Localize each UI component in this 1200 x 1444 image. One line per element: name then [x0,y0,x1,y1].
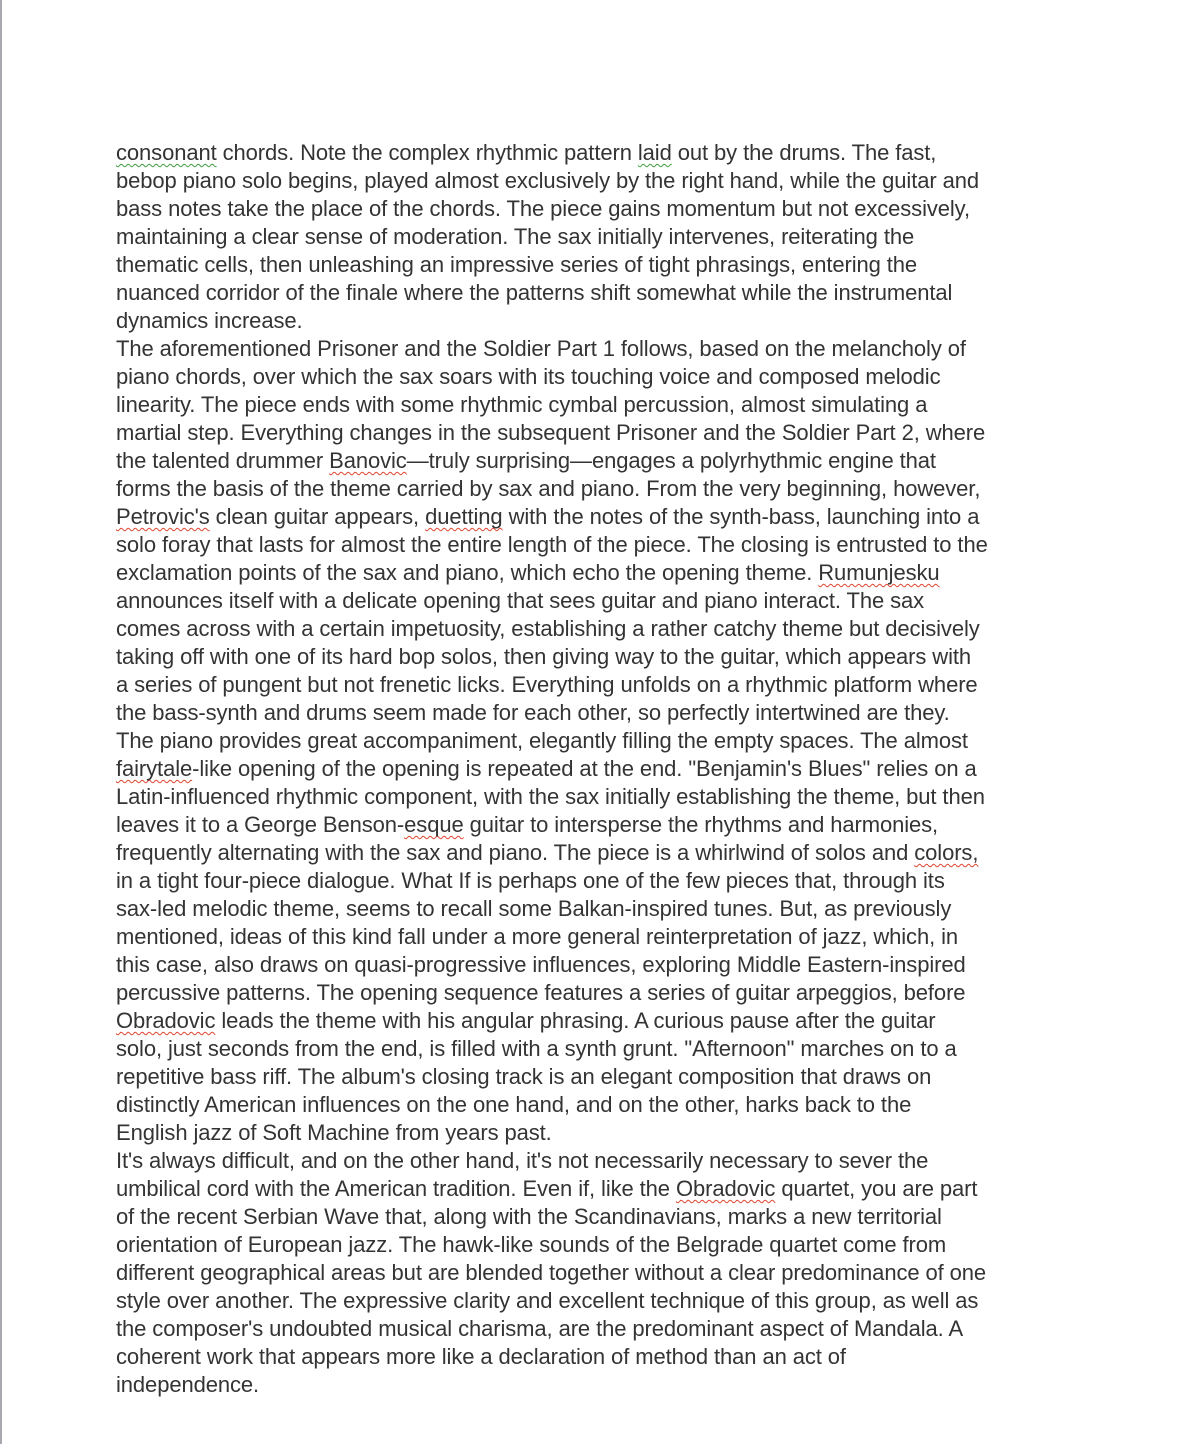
text-segment: umbilical cord with the American tradition. Even if, like the [116,1176,676,1201]
text-segment: comes across with a certain impetuosity, establishing a rather catchy theme but decisively [116,616,980,641]
document-body[interactable] [116,139,1096,1399]
text-segment: guitar to intersperse the rhythms and harmonies, [463,812,939,837]
text-segment: quartet, you are part [775,1176,978,1201]
text-line [116,251,1096,279]
text-line [116,643,1096,671]
misspelled-word-red-underline[interactable]: fairytale [116,756,193,781]
text-segment: solo, just seconds from the end, is filled with a synth grunt. "Afternoon" marches on to a [116,1036,957,1061]
text-line [116,167,1096,195]
text-segment: Latin-influenced rhythmic component, with the sax initially establishing the theme, but then [116,784,985,809]
text-segment: -like opening of the opening is repeated at the end. "Benjamin's Blues" relies on a [192,756,977,781]
text-line [116,391,1096,419]
text-line [116,531,1096,559]
text-line [116,223,1096,251]
text-line [116,951,1096,979]
text-line [116,1203,1096,1231]
misspelled-word-red-underline[interactable]: Rumunjesku [818,560,940,585]
text-segment: linearity. The piece ends with some rhythmic cymbal percussion, almost simulating a [116,392,928,417]
misspelled-word-red-underline[interactable]: Obradovic [675,1176,776,1201]
misspelled-word-red-underline[interactable]: colors, [914,840,979,865]
text-line [116,923,1096,951]
text-line [116,363,1096,391]
text-segment: leads the theme with his angular phrasing. A curious pause after the guitar [215,1008,936,1033]
text-segment: this case, also draws on quasi-progressive influences, exploring Middle Eastern-inspired [116,952,966,977]
text-line [116,335,1096,363]
text-line [116,475,1096,503]
text-segment: It's always difficult, and on the other hand, it's not necessarily necessary to sever the [116,1148,929,1173]
text-segment: coherent work that appears more like a declaration of method than an act of [116,1344,846,1369]
text-line [116,671,1096,699]
text-segment: solo foray that lasts for almost the entire length of the piece. The closing is entrusted to the [116,532,988,557]
text-segment: taking off with one of its hard bop solos, then giving way to the guitar, which appears with [116,644,972,669]
misspelled-word-red-underline[interactable]: Obradovic [116,1008,216,1033]
text-segment: out by the drums. The fast, [671,140,937,165]
text-segment: The piano provides great accompaniment, elegantly filling the empty spaces. The almost [116,728,968,753]
text-segment: orientation of European jazz. The hawk-like sounds of the Belgrade quartet come from [116,1232,947,1257]
text-line [116,1287,1096,1315]
text-segment: the bass-synth and drums seem made for each other, so perfectly intertwined are they. [116,700,950,725]
text-line [116,139,1096,167]
text-segment: frequently alternating with the sax and piano. The piece is a whirlwind of solos and [116,840,915,865]
text-line [116,895,1096,923]
text-segment: bebop piano solo begins, played almost exclusively by the right hand, while the guitar and [116,168,979,193]
text-segment: clean guitar appears, [209,504,426,529]
text-line [116,839,1096,867]
text-segment: exclamation points of the sax and piano, which echo the opening theme. [116,560,819,585]
text-segment: piano chords, over which the sax soars with its touching voice and composed melodic [116,364,941,389]
text-line [116,503,1096,531]
text-line [116,867,1096,895]
text-segment: percussive patterns. The opening sequence features a series of guitar arpeggios, before [116,980,966,1005]
text-segment: thematic cells, then unleashing an impressive series of tight phrasings, entering the [116,252,918,277]
text-line [116,307,1096,335]
text-segment: dynamics increase. [116,308,303,333]
text-segment: a series of pungent but not frenetic licks. Everything unfolds on a rhythmic platform where [116,672,978,697]
text-segment: maintaining a clear sense of moderation. The sax initially intervenes, reiterating the [116,224,915,249]
text-line [116,979,1096,1007]
text-line [116,1147,1096,1175]
text-segment: —truly surprising—engages a polyrhythmic engine that [406,448,936,473]
text-segment: bass notes take the place of the chords. The piece gains momentum but not excessively, [116,196,970,221]
text-segment: different geographical areas but are blended together without a clear predominance of one [116,1260,987,1285]
text-segment: mentioned, ideas of this kind fall under a more general reinterpretation of jazz, which, in [116,924,959,949]
text-line [116,1091,1096,1119]
text-segment: independence. [116,1372,260,1397]
text-line [116,615,1096,643]
text-line [116,1175,1096,1203]
text-segment: The aforementioned Prisoner and the Soldier Part 1 follows, based on the melancholy of [116,336,966,361]
text-segment: distinctly American influences on the one hand, and on the other, harks back to the [116,1092,912,1117]
text-line [116,559,1096,587]
text-segment: in a tight four-piece dialogue. What If is perhaps one of the few pieces that, through its [116,868,945,893]
text-segment: announces itself with a delicate opening that sees guitar and piano interact. The sax [116,588,925,613]
text-segment: forms the basis of the theme carried by sax and piano. From the very beginning, however, [116,476,981,501]
text-line [116,279,1096,307]
page-left-edge-line [0,0,2,1444]
text-segment: chords. Note the complex rhythmic pattern [216,140,638,165]
text-line [116,447,1096,475]
misspelled-word-red-underline[interactable]: Petrovic's [116,504,210,529]
text-line [116,1259,1096,1287]
text-segment: the composer's undoubted musical charisma, are the predominant aspect of Mandala. A [116,1316,964,1341]
text-segment: sax-led melodic theme, seems to recall some Balkan-inspired tunes. But, as previously [116,896,952,921]
text-line [116,1371,1096,1399]
misspelled-word-red-underline[interactable]: esque [404,812,464,837]
text-segment: nuanced corridor of the finale where the patterns shift somewhat while the instrumental [116,280,953,305]
misspelled-word-red-underline[interactable]: duetting [425,504,503,529]
text-segment: English jazz of Soft Machine from years past. [116,1120,552,1145]
text-line [116,699,1096,727]
text-line [116,783,1096,811]
misspelled-word-green-underline[interactable]: laid [637,140,672,165]
text-line [116,1007,1096,1035]
text-line [116,419,1096,447]
text-line [116,1119,1096,1147]
text-line [116,811,1096,839]
text-segment: leaves it to a George Benson- [116,812,405,837]
text-line [116,727,1096,755]
text-line [116,1343,1096,1371]
text-segment: martial step. Everything changes in the subsequent Prisoner and the Soldier Part 2, where [116,420,986,445]
text-line [116,1231,1096,1259]
text-line [116,1063,1096,1091]
text-line [116,195,1096,223]
text-line [116,1035,1096,1063]
misspelled-word-green-underline[interactable]: consonant [116,140,217,165]
text-line [116,587,1096,615]
text-segment: the talented drummer [116,448,330,473]
text-line [116,755,1096,783]
misspelled-word-red-underline[interactable]: Banovic [329,448,407,473]
text-segment: repetitive bass riff. The album's closing track is an elegant composition that draws on [116,1064,932,1089]
text-line [116,1315,1096,1343]
text-segment: of the recent Serbian Wave that, along with the Scandinavians, marks a new territorial [116,1204,942,1229]
text-segment: style over another. The expressive clarity and excellent technique of this group, as well as [116,1288,979,1313]
text-segment: with the notes of the synth-bass, launching into a [502,504,980,529]
